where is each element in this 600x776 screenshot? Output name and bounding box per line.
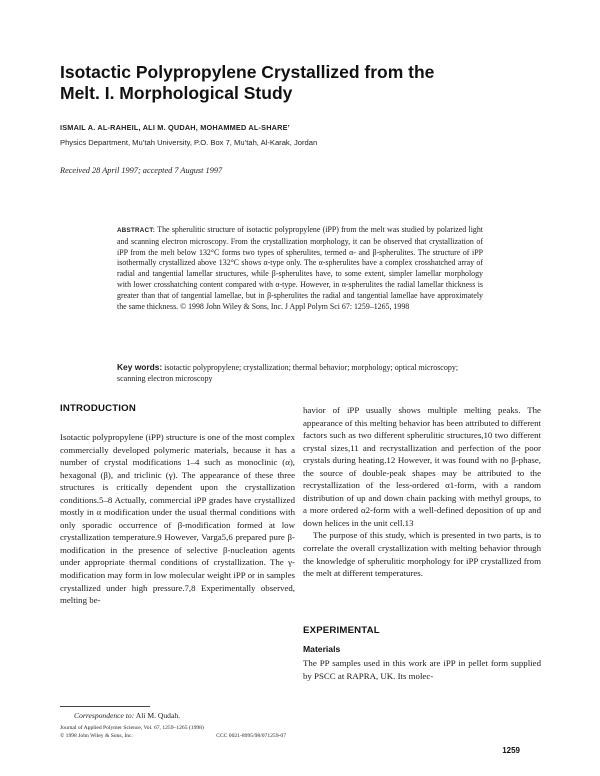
- affiliation: Physics Department, Mu’tah University, P.O. Box 7, Mu’tah, Al-Karak, Jordan: [60, 138, 318, 147]
- subsection-heading-materials: Materials: [303, 644, 341, 654]
- article-title: [60, 62, 500, 104]
- purpose-paragraph: The purpose of this study, which is presented in two parts, is to correlate the overall crystallization with melting behavior through the knowledge of spherulitic morphology for iPP crystallized from the melt at different temperatures.: [303, 530, 541, 579]
- correspondence-name: Ali M. Qudah.: [135, 711, 181, 720]
- journal-info: [60, 724, 300, 740]
- title-line-2: Melt. I. Morphological Study: [60, 83, 293, 103]
- copyright-row: [60, 732, 300, 740]
- section-heading-experimental: EXPERIMENTAL: [303, 625, 380, 636]
- materials-body: [303, 657, 541, 682]
- right-column-body: [303, 404, 541, 580]
- abstract-text: The spherulitic structure of isotactic polypropylene (iPP) from the melt was studied by polarized light and scanning electron microscopy. From the crystallization morphology, it can be observed that crystallization of iPP from the melt below 132°C forms two types of spherulites, termed α- and β-spherulites. The structure of iPP isothermally crystallized above 132°C shows α-type only. The α-spherulites have a complex crosshatched array of radial and tangential lamellar structures, while β-spherulites have, to some extent, simpler lamellar morphology with lower crosshatching content compared with α-type. However, in α-spherulites the radial lamellar thickness is greater than that of tangential lamellae, but in β-spherulites the radial and tangential lamellae have approximately the same thickness. © 1998 John Wiley & Sons, Inc. J Appl Polym Sci 67: 1259–1265, 1998: [117, 225, 483, 311]
- keywords: [117, 362, 483, 385]
- abstract: [117, 225, 483, 312]
- author-list: ISMAIL A. AL-RAHEIL, ALI M. QUDAH, MOHAMMED AL-SHARE’: [60, 123, 290, 132]
- correspondence-note: [74, 711, 294, 720]
- abstract-label: ABSTRACT:: [117, 227, 156, 234]
- left-column-body: [60, 431, 295, 607]
- ccc-code: CCC 0021-8995/98/071259-07: [216, 733, 286, 739]
- page-number: 1259: [502, 746, 520, 755]
- intro-paragraph: Isotactic polypropylene (iPP) structure is one of the most complex commercially developed polymeric materials, because it has a number of crystal modifications 1–4 such as monoclinic (α), hexagonal (β), and triclinic (γ). The appearance of these three structures is critically dependent upon the crystallization conditions.5–8 Actually, commercial iPP grades have crystallized mostly in α modification under the usual thermal conditions with only sporadic occurrence of β-modification formed at low crystallization temperature.9 However, Varga5,6 prepared pure β-modification in the presence of selective β-nucleation agents under appropriate thermal conditions of crystallization. The γ-modification may form in low molecular weight iPP or in samples crystallized under high pressure.7,8 Experimentally observed, melting be-: [60, 432, 295, 606]
- footnote-rule: [60, 706, 150, 707]
- correspondence-label: Correspondence to:: [74, 711, 135, 720]
- title-line-1: Isotactic Polypropylene Crystallized from the: [60, 62, 435, 82]
- intro-paragraph-continued: havior of iPP usually shows multiple melting peaks. The appearance of this melting behavior has been attributed to different factors such as two different spherulitic structures,10 two different crystal sizes,11 and recrystallization and perfection of the poor crystals during heating.12 However, it was found with no β-phase, the source of double-peak shapes may be attributed to the recrystallization of the less-ordered α1-form, with a random distribution of up and down chain packing with methyl groups, to a more ordered α2-form with a well-defined deposition of up and down helices in the unit cell.13: [303, 405, 541, 528]
- keywords-text: isotactic polypropylene; crystallization; thermal behavior; morphology; optical microscopy; scanning electron microscopy: [117, 363, 459, 383]
- journal-citation: Journal of Applied Polymer Science, Vol. 67, 1259–1265 (1998): [60, 725, 204, 731]
- received-dates: Received 28 April 1997; accepted 7 August 1997: [60, 166, 223, 175]
- materials-paragraph: The PP samples used in this work are iPP in pellet form supplied by PSCC at RAPRA, UK. Its molec-: [303, 658, 541, 681]
- keywords-label: Key words:: [117, 362, 163, 372]
- copyright: © 1998 John Wiley & Sons, Inc.: [60, 733, 133, 739]
- section-heading-introduction: INTRODUCTION: [60, 403, 136, 414]
